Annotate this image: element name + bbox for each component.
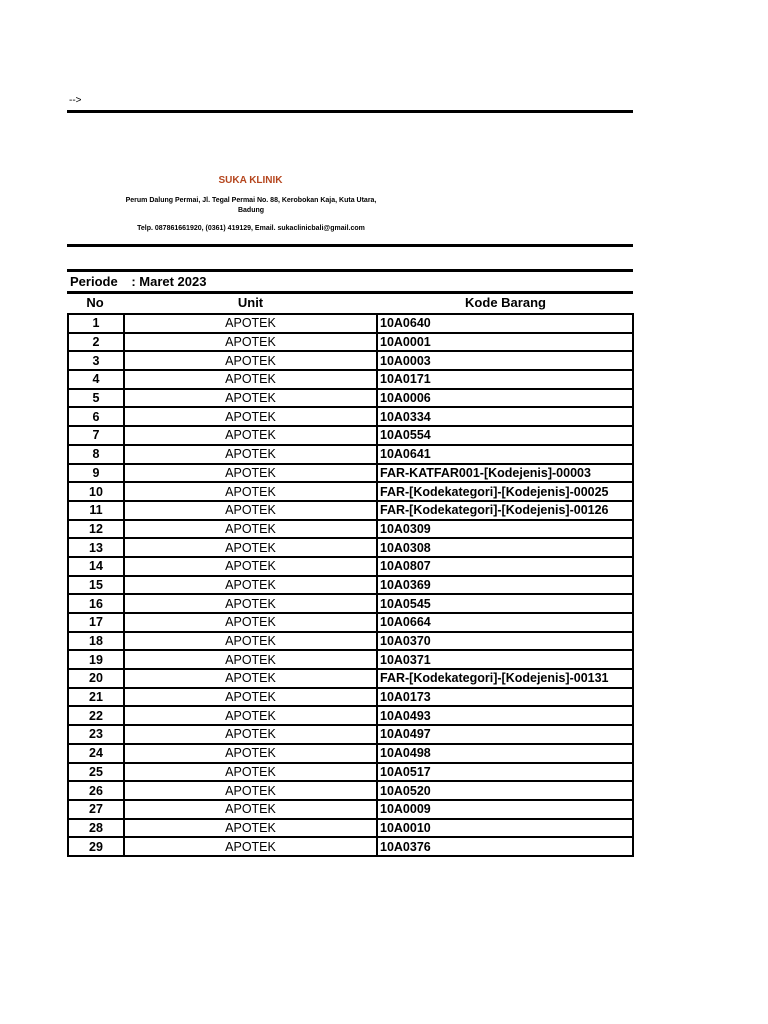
row-number-cell: 10 [68,482,124,501]
header-divider [67,244,633,247]
unit-cell: APOTEK [124,557,377,576]
kode-barang-cell: 10A0334 [377,407,633,426]
table-row [68,445,633,464]
unit-cell: APOTEK [124,819,377,838]
period-bottom-divider [67,291,633,294]
table-row [68,706,633,725]
unit-cell: APOTEK [124,613,377,632]
table-row [68,576,633,595]
item-table [67,313,634,857]
kode-barang-cell: 10A0376 [377,837,633,856]
unit-cell: APOTEK [124,744,377,763]
unit-cell: APOTEK [124,520,377,539]
kode-barang-cell: 10A0009 [377,800,633,819]
row-number-cell: 12 [68,520,124,539]
kode-barang-cell: 10A0493 [377,706,633,725]
table-row [68,333,633,352]
row-number-cell: 2 [68,333,124,352]
unit-cell: APOTEK [124,632,377,651]
table-row [68,632,633,651]
unit-cell: APOTEK [124,426,377,445]
table-row [68,482,633,501]
column-header-unit: Unit [237,295,264,310]
kode-barang-cell: 10A0641 [377,445,633,464]
table-row [68,557,633,576]
unit-cell: APOTEK [124,464,377,483]
kode-barang-cell: 10A0554 [377,426,633,445]
table-row [68,389,633,408]
unit-cell: APOTEK [124,650,377,669]
unit-cell: APOTEK [124,763,377,782]
unit-cell: APOTEK [124,594,377,613]
stray-text: --> [69,95,82,106]
kode-barang-cell: 10A0371 [377,650,633,669]
row-number-cell: 5 [68,389,124,408]
row-number-cell: 11 [68,501,124,520]
unit-cell: APOTEK [124,389,377,408]
row-number-cell: 29 [68,837,124,856]
row-number-cell: 19 [68,650,124,669]
clinic-name: SUKA KLINIK [218,175,283,186]
unit-cell: APOTEK [124,370,377,389]
table-row [68,837,633,856]
unit-cell: APOTEK [124,407,377,426]
table-row [68,688,633,707]
table-row [68,351,633,370]
kode-barang-cell: 10A0497 [377,725,633,744]
kode-barang-cell: 10A0010 [377,819,633,838]
table-row [68,370,633,389]
column-header-no: No [86,295,104,310]
kode-barang-cell: 10A0006 [377,389,633,408]
table-row [68,426,633,445]
top-divider [67,110,633,113]
unit-cell: APOTEK [124,725,377,744]
row-number-cell: 26 [68,781,124,800]
kode-barang-cell: 10A0003 [377,351,633,370]
row-number-cell: 13 [68,538,124,557]
kode-barang-cell: 10A0370 [377,632,633,651]
clinic-contact: Telp. 087861661920, (0361) 419129, Email. sukaclinicbali@gmail.com [137,225,365,232]
row-number-cell: 1 [68,314,124,333]
table-row [68,501,633,520]
row-number-cell: 16 [68,594,124,613]
period-line [70,274,206,289]
table-row [68,613,633,632]
kode-barang-cell: FAR-[Kodekategori]-[Kodejenis]-00126 [377,501,633,520]
table-row [68,763,633,782]
unit-cell: APOTEK [124,688,377,707]
row-number-cell: 17 [68,613,124,632]
row-number-cell: 24 [68,744,124,763]
table-row [68,464,633,483]
item-table-body [68,314,633,856]
table-row [68,314,633,333]
table-row [68,407,633,426]
unit-cell: APOTEK [124,314,377,333]
period-value: : Maret 2023 [131,274,207,289]
row-number-cell: 21 [68,688,124,707]
table-row [68,650,633,669]
kode-barang-cell: 10A0171 [377,370,633,389]
kode-barang-cell: FAR-[Kodekategori]-[Kodejenis]-00025 [377,482,633,501]
clinic-address: Perum Dalung Permai, Jl. Tegal Permai No. 88, Kerobokan Kaja, Kuta Utara, Badung [125,197,377,214]
kode-barang-cell: 10A0520 [377,781,633,800]
kode-barang-cell: 10A0498 [377,744,633,763]
table-row [68,669,633,688]
kode-barang-cell: 10A0309 [377,520,633,539]
row-number-cell: 27 [68,800,124,819]
row-number-cell: 15 [68,576,124,595]
unit-cell: APOTEK [124,333,377,352]
row-number-cell: 25 [68,763,124,782]
kode-barang-cell: 10A0664 [377,613,633,632]
kode-barang-cell: 10A0807 [377,557,633,576]
unit-cell: APOTEK [124,538,377,557]
period-label: Periode [70,274,118,289]
row-number-cell: 3 [68,351,124,370]
unit-cell: APOTEK [124,351,377,370]
unit-cell: APOTEK [124,482,377,501]
row-number-cell: 9 [68,464,124,483]
column-header-kode: Kode Barang [465,295,546,310]
table-row [68,781,633,800]
kode-barang-cell: FAR-[Kodekategori]-[Kodejenis]-00131 [377,669,633,688]
row-number-cell: 14 [68,557,124,576]
table-row [68,725,633,744]
row-number-cell: 28 [68,819,124,838]
kode-barang-cell: 10A0369 [377,576,633,595]
unit-cell: APOTEK [124,669,377,688]
table-row [68,538,633,557]
table-row [68,819,633,838]
table-row [68,800,633,819]
row-number-cell: 23 [68,725,124,744]
kode-barang-cell: 10A0001 [377,333,633,352]
unit-cell: APOTEK [124,445,377,464]
row-number-cell: 20 [68,669,124,688]
kode-barang-cell: FAR-KATFAR001-[Kodejenis]-00003 [377,464,633,483]
kode-barang-cell: 10A0545 [377,594,633,613]
table-row [68,520,633,539]
unit-cell: APOTEK [124,800,377,819]
row-number-cell: 6 [68,407,124,426]
unit-cell: APOTEK [124,501,377,520]
row-number-cell: 18 [68,632,124,651]
kode-barang-cell: 10A0308 [377,538,633,557]
unit-cell: APOTEK [124,706,377,725]
unit-cell: APOTEK [124,837,377,856]
unit-cell: APOTEK [124,781,377,800]
kode-barang-cell: 10A0517 [377,763,633,782]
unit-cell: APOTEK [124,576,377,595]
kode-barang-cell: 10A0640 [377,314,633,333]
row-number-cell: 4 [68,370,124,389]
period-top-divider [67,269,633,272]
row-number-cell: 22 [68,706,124,725]
row-number-cell: 7 [68,426,124,445]
table-row [68,744,633,763]
row-number-cell: 8 [68,445,124,464]
kode-barang-cell: 10A0173 [377,688,633,707]
table-row [68,594,633,613]
